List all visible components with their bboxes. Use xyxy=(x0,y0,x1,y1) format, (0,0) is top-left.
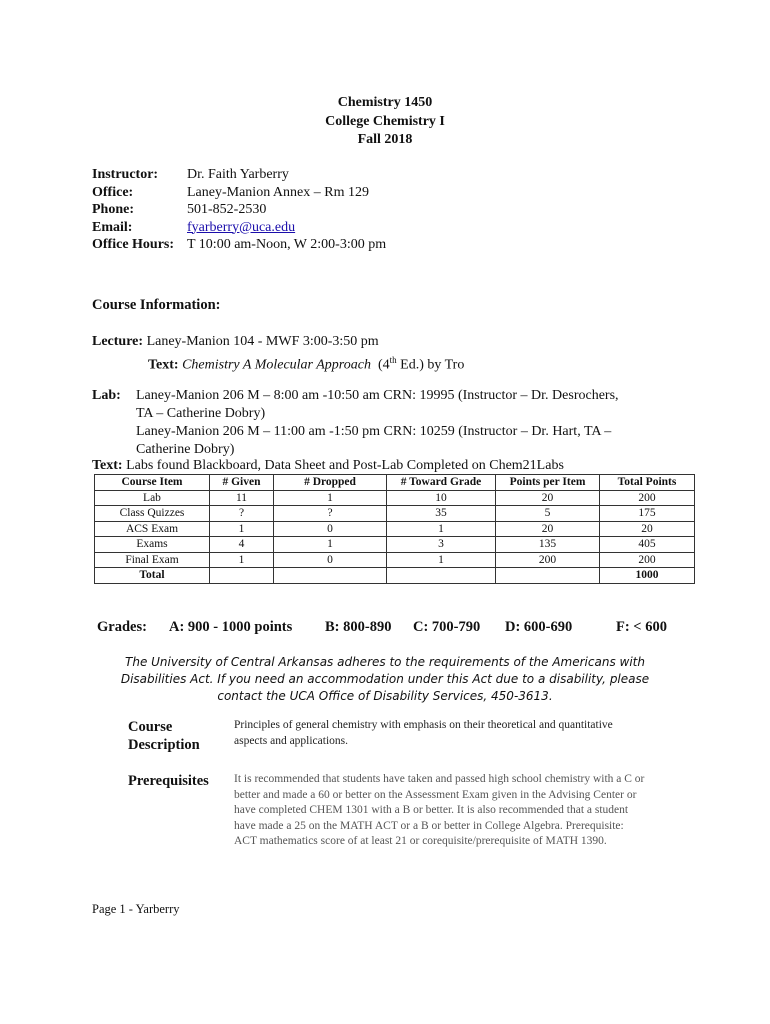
table-cell: 3 xyxy=(387,537,496,553)
lab-text-line xyxy=(92,458,564,474)
course-description-label-line-2: Description xyxy=(128,737,200,753)
course-description-label-line-1: Course xyxy=(128,719,173,735)
phone-row xyxy=(92,201,386,219)
lab-line-3: Laney-Manion 206 M – 11:00 am -1:50 pm CRN: 10259 (Instructor – Dr. Hart, TA – xyxy=(136,424,612,439)
office-value: Laney-Manion Annex – Rm 129 xyxy=(187,184,369,200)
table-cell: Exams xyxy=(95,537,210,553)
phone-value: 501-852-2530 xyxy=(187,202,267,217)
lab-line-1: Laney-Manion 206 M – 8:00 am -10:50 am CRN: 19995 (Instructor – Dr. Desrochers, xyxy=(136,388,619,403)
table-cell: 1 xyxy=(387,552,496,568)
ada-line-3: contact the UCA Office of Disability Services, 450-3613. xyxy=(217,689,553,703)
lecture-label: Lecture: xyxy=(92,334,144,349)
table-cell xyxy=(210,568,274,584)
ada-line-1: The University of Central Arkansas adheres to the requirements of the Americans with xyxy=(125,655,645,669)
table-cell xyxy=(387,568,496,584)
table-cell: 1 xyxy=(210,521,274,537)
table-cell: 1 xyxy=(274,537,387,553)
lab-text-label: Text: xyxy=(92,458,123,473)
total-value-cell: 1000 xyxy=(600,568,695,584)
table-header-row xyxy=(95,475,695,491)
table-cell: 0 xyxy=(274,552,387,568)
grades-label: Grades: xyxy=(97,619,147,635)
lab-line-2: TA – Catherine Dobry) xyxy=(136,406,266,421)
office-hours-label: Office Hours: xyxy=(92,237,175,252)
course-description-value: Principles of general chemistry with emphasis on their theoretical and quantitative aspects and applications. xyxy=(234,719,613,747)
textbook-title: Chemistry A Molecular Approach xyxy=(182,357,371,373)
course-information-heading: Course Information: xyxy=(92,297,221,313)
table-row xyxy=(95,490,695,506)
grade-b: B: 800-890 xyxy=(325,619,392,635)
prerequisites-row xyxy=(128,772,648,850)
instructor-row xyxy=(92,166,386,184)
instructor-value: Dr. Faith Yarberry xyxy=(187,167,289,182)
total-label-cell: Total xyxy=(95,568,210,584)
lecture-section xyxy=(92,333,464,375)
email-row xyxy=(92,219,386,237)
email-label: Email: xyxy=(92,219,133,235)
table-cell: 1 xyxy=(210,552,274,568)
grade-f: F: < 600 xyxy=(616,619,667,635)
term: Fall 2018 xyxy=(357,132,413,147)
table-cell: 10 xyxy=(387,490,496,506)
lab-text-value: Labs found Blackboard, Data Sheet and Post-Lab Completed on Chem21Labs xyxy=(126,458,564,473)
course-details xyxy=(128,718,648,868)
grade-d: D: 600-690 xyxy=(505,619,573,635)
table-row xyxy=(95,521,695,537)
table-cell: ? xyxy=(210,506,274,522)
table-cell: Lab xyxy=(95,490,210,506)
lecture-value: Laney-Manion 104 - MWF 3:00-3:50 pm xyxy=(146,334,379,349)
table-cell: 35 xyxy=(387,506,496,522)
header-cell: Points per Item xyxy=(496,475,600,491)
prerequisites-label: Prerequisites xyxy=(128,773,209,789)
office-hours-row xyxy=(92,236,386,254)
lab-line-4: Catherine Dobry) xyxy=(136,442,235,457)
table-row xyxy=(95,537,695,553)
prerequisites-value: It is recommended that students have taken and passed high school chemistry with a C or better and made a 60 or better on the Assessment Exam given in the Advising Center or have completed CHEM 1301 with a B or better. It is also recommended that a student have made a 25 on the MATH ACT or a B or better in College Algebra. Prerequisite: ACT mathematics score of at least 21 or corequisite/prerequisite of MATH 1390. xyxy=(234,773,645,847)
course-description-row xyxy=(128,718,648,754)
table-cell: 4 xyxy=(210,537,274,553)
course-description-label xyxy=(128,718,234,754)
edition-post: Ed.) by Tro xyxy=(396,357,465,373)
edition-pre: (4 xyxy=(377,357,390,373)
grade-a: A: 900 - 1000 points xyxy=(169,619,293,635)
table-row xyxy=(95,552,695,568)
grade-c: C: 700-790 xyxy=(413,619,481,635)
table-cell: 20 xyxy=(496,521,600,537)
table-cell: 20 xyxy=(496,490,600,506)
syllabus-header xyxy=(0,94,770,150)
table-total-row xyxy=(95,568,695,584)
table-cell: 200 xyxy=(600,552,695,568)
edition-sup: th xyxy=(389,355,397,365)
header-cell: # Dropped xyxy=(274,475,387,491)
header-cell: Course Item xyxy=(95,475,210,491)
table-cell: ACS Exam xyxy=(95,521,210,537)
table-cell: Class Quizzes xyxy=(95,506,210,522)
instructor-label: Instructor: xyxy=(92,167,159,182)
table-row xyxy=(95,506,695,522)
table-cell: 405 xyxy=(600,537,695,553)
grade-breakdown-table xyxy=(94,474,695,584)
office-hours-value: T 10:00 am-Noon, W 2:00-3:00 pm xyxy=(187,237,387,252)
ada-line-2: Disabilities Act. If you need an accommodation under this Act due to a disability, please xyxy=(120,672,650,686)
page-footer: Page 1 - Yarberry xyxy=(92,902,180,916)
table-cell: 200 xyxy=(600,490,695,506)
table-cell xyxy=(274,568,387,584)
table-cell: Final Exam xyxy=(95,552,210,568)
email-link[interactable]: fyarberry@uca.edu xyxy=(187,219,296,235)
header-cell: # Given xyxy=(210,475,274,491)
table-cell: 11 xyxy=(210,490,274,506)
office-row xyxy=(92,184,386,202)
grade-scale xyxy=(97,619,697,639)
table-cell: 1 xyxy=(274,490,387,506)
office-label: Office: xyxy=(92,184,134,200)
ada-statement xyxy=(100,654,670,705)
lecture-text-label: Text: xyxy=(148,357,179,373)
header-cell: # Toward Grade xyxy=(387,475,496,491)
table-cell: 5 xyxy=(496,506,600,522)
course-name: College Chemistry I xyxy=(325,113,445,129)
course-number: Chemistry 1450 xyxy=(337,95,433,110)
table-cell: ? xyxy=(274,506,387,522)
table-cell: 20 xyxy=(600,521,695,537)
header-cell: Total Points xyxy=(600,475,695,491)
lab-label: Lab: xyxy=(92,388,121,403)
table-cell: 200 xyxy=(496,552,600,568)
instructor-info xyxy=(92,166,386,254)
phone-label: Phone: xyxy=(92,202,134,217)
table-cell: 135 xyxy=(496,537,600,553)
table-cell: 1 xyxy=(387,521,496,537)
lab-section xyxy=(92,387,682,459)
table-cell xyxy=(496,568,600,584)
table-cell: 175 xyxy=(600,506,695,522)
table-cell: 0 xyxy=(274,521,387,537)
